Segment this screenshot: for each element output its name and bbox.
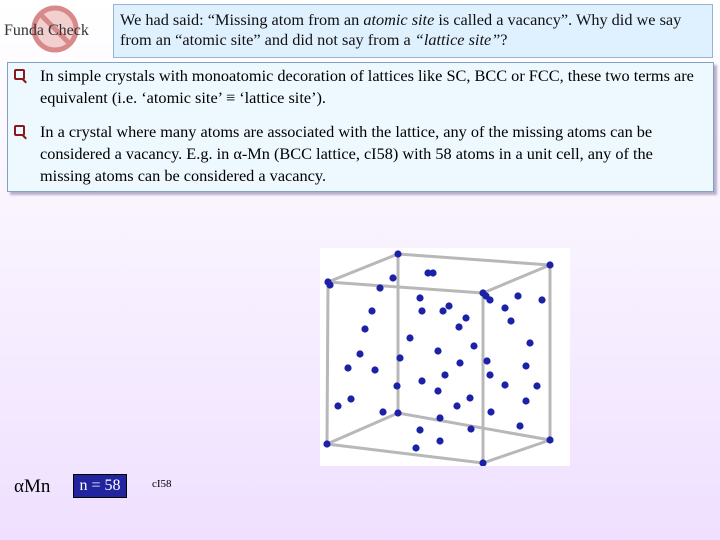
atom-dot <box>533 382 540 389</box>
atom-dot <box>416 426 423 433</box>
pearson-symbol-label: cI58 <box>152 478 172 490</box>
bullet-text: In simple crystals with monoatomic decoration of lattices like SC, BCC or FCC, these two terms are equivalent (i.e. ‘atomic site’ ≡ ‘lattice site’). <box>40 66 694 107</box>
atom-dot <box>376 284 383 291</box>
atom-dot <box>445 302 452 309</box>
bullet-text: In a crystal where many atoms are associated with the lattice, any of the missing atoms can be considered a vacancy. E.g. in α-Mn (BCC lattice, cI58) with 58 atoms in a unit cell, any of the missing atoms can be considered a vacancy. <box>40 122 653 185</box>
atom-dot <box>501 381 508 388</box>
atom-dot <box>455 323 462 330</box>
atom-dot <box>394 250 401 257</box>
atom-dot <box>441 371 448 378</box>
atom-dot <box>368 307 375 314</box>
atom-dot <box>466 394 473 401</box>
atom-dot <box>326 281 333 288</box>
atom-dot <box>434 387 441 394</box>
atom-dot <box>379 408 386 415</box>
atom-dot <box>470 342 477 349</box>
atom-dot <box>347 395 354 402</box>
atom-dot <box>439 307 446 314</box>
alpha-mn-unit-cell-image <box>320 248 570 466</box>
funda-check-label: Funda Check <box>4 22 89 39</box>
atom-dot <box>526 339 533 346</box>
atom-dot <box>356 350 363 357</box>
atom-dot <box>418 307 425 314</box>
funda-check-badge <box>0 2 112 54</box>
atom-dot <box>412 444 419 451</box>
element-label: αMn <box>14 476 51 497</box>
atom-dot <box>334 402 341 409</box>
atom-dot <box>486 296 493 303</box>
question-text-2: atomic site <box>363 10 435 29</box>
atom-dot <box>483 357 490 364</box>
atom-dot <box>436 414 443 421</box>
question-box <box>113 4 713 58</box>
atom-dot <box>486 371 493 378</box>
atom-dot <box>436 437 443 444</box>
atom-dot <box>546 436 553 443</box>
atom-dot <box>389 274 396 281</box>
atom-dot <box>406 334 413 341</box>
bullet-icon <box>14 125 25 136</box>
atom-dot <box>394 409 401 416</box>
question-text-1: We had said: “Missing atom from an <box>120 10 364 29</box>
atom-dot <box>516 422 523 429</box>
atom-dot <box>501 304 508 311</box>
bullet-icon <box>14 69 25 80</box>
atom-dot <box>487 408 494 415</box>
atom-dot <box>522 397 529 404</box>
atom-dot <box>456 359 463 366</box>
atom-dot <box>538 296 545 303</box>
atom-dot <box>514 292 521 299</box>
atom-dot <box>393 382 400 389</box>
atom-dot <box>522 362 529 369</box>
atom-dot <box>323 440 330 447</box>
atom-dot <box>396 354 403 361</box>
atom-dot <box>371 366 378 373</box>
question-text-5: ? <box>500 30 508 49</box>
atom-dot <box>361 325 368 332</box>
atom-dot <box>467 425 474 432</box>
atom-dot <box>453 402 460 409</box>
atom-count-badge: n = 58 <box>73 474 127 498</box>
atom-dot <box>416 294 423 301</box>
atom-dot <box>462 314 469 321</box>
atom-dot <box>546 261 553 268</box>
atom-dot <box>344 364 351 371</box>
atom-dot <box>418 377 425 384</box>
question-text-4: “lattice site” <box>414 30 501 49</box>
atom-dot <box>507 317 514 324</box>
atom-dot <box>429 269 436 276</box>
atom-dot <box>434 347 441 354</box>
question-text-3: is called a vacancy”. Why did we say from an “atomic site” and did not say from a <box>120 10 682 49</box>
explanation-box <box>7 62 714 192</box>
